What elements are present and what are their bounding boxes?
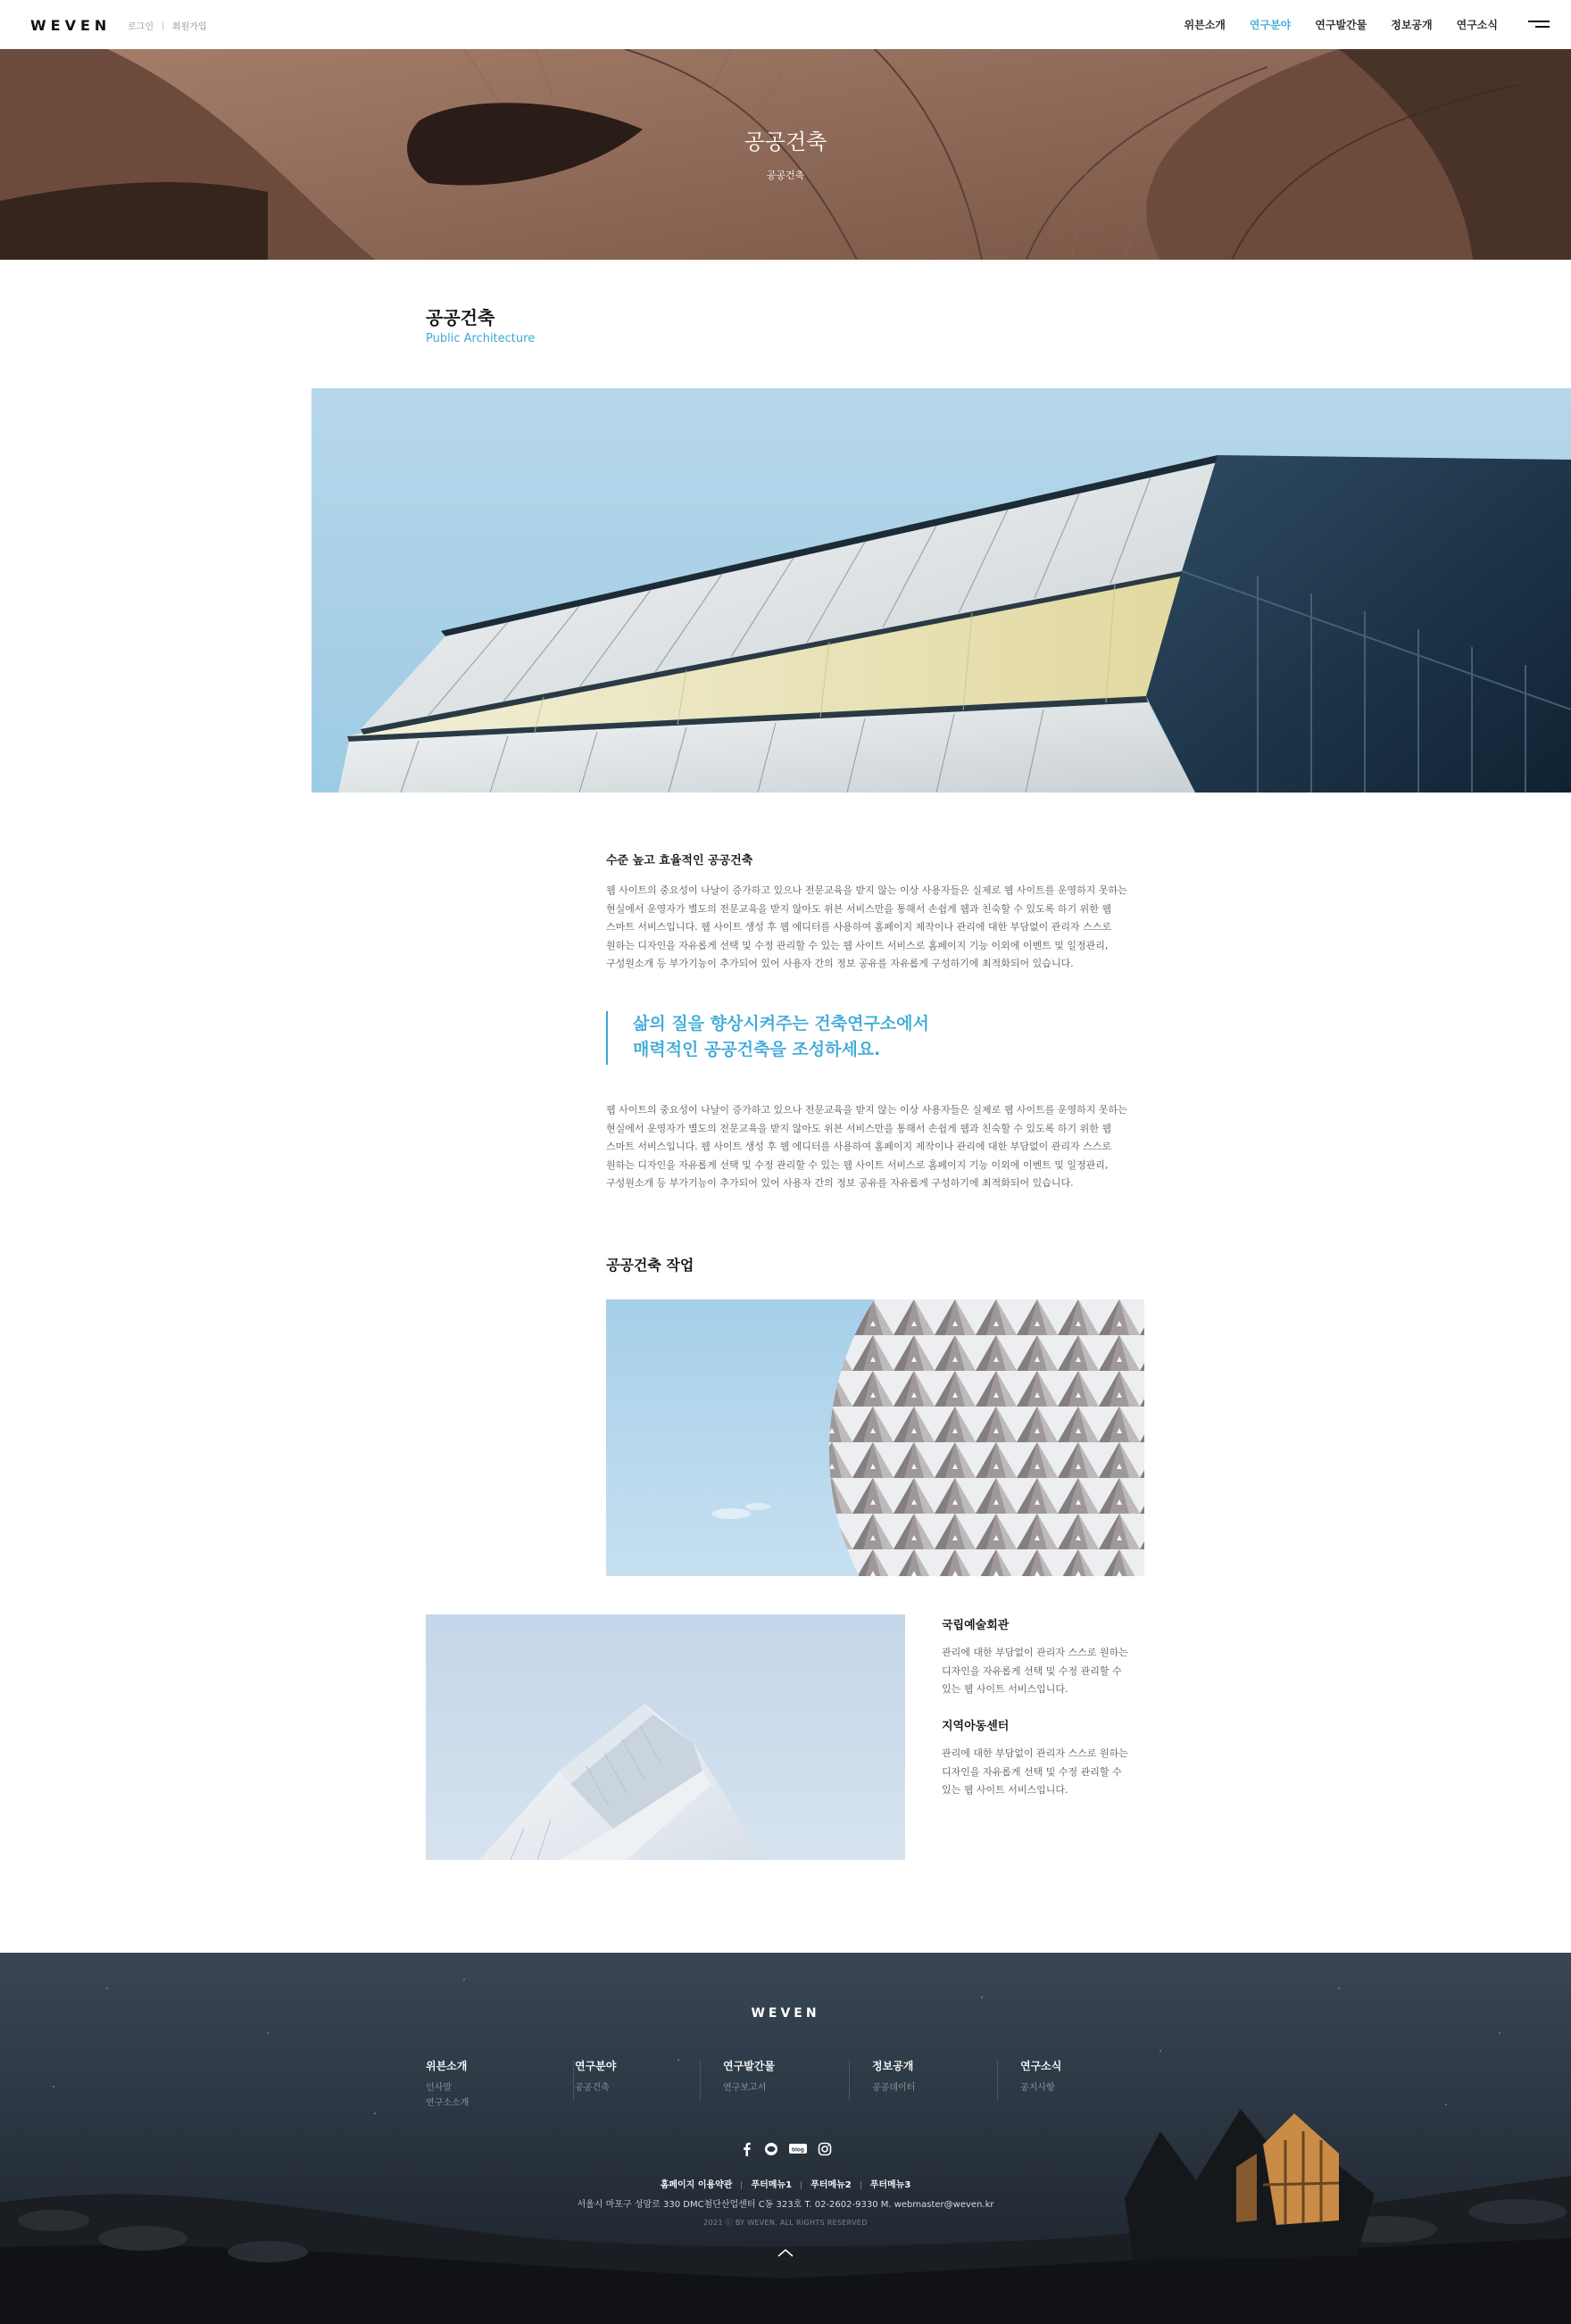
footer-menu-link[interactable]: 푸터메뉴1	[751, 2180, 793, 2190]
footer-logo[interactable]: WEVEN	[751, 2006, 820, 2021]
hero-banner	[0, 49, 1571, 260]
login-link[interactable]: 로그인	[128, 22, 154, 32]
main-nav	[1184, 17, 1498, 32]
paragraph-line: 스마트 서비스입니다. 웹 사이트 생성 후 웹 에디터를 사용하여 홈페이지 제작이나 관리에 대한 부담없이 관리자 스스로	[606, 1141, 1111, 1152]
footer-divider	[700, 2060, 701, 2101]
chevron-up-icon[interactable]	[777, 2247, 794, 2258]
instagram-icon[interactable]	[818, 2142, 832, 2156]
paragraph-line: 현실에서 운영자가 별도의 전문교육을 받지 않아도 위븐 서비스만을 통해서 손쉽게 웹과 친숙할 수 있도록 하기 위한 웹	[606, 1122, 1111, 1134]
util-divider	[162, 21, 163, 30]
desc-line: 관리에 대한 부담없이 관리자 스스로 원하는	[942, 1747, 1128, 1759]
blog-icon[interactable]	[789, 2142, 807, 2156]
quote-line: 삶의 질을 향상시켜주는 건축연구소에서	[633, 1014, 929, 1033]
footer-divider	[849, 2060, 850, 2101]
paragraph-line: 구성원소개 등 부가기능이 추가되어 있어 사용자 간의 정보 공유를 자유롭게 구성하기에 최적화되어 있습니다.	[606, 1177, 1074, 1189]
desc-line: 있는 웹 사이트 서비스입니다.	[942, 1784, 1068, 1796]
nav-item-research[interactable]: 연구분야	[1249, 19, 1292, 31]
footer-address: 서울시 마포구 성암로 330 DMC첨단산업센터 C동 323호 T. 02-2602-9330 M. webmaster@weven.kr	[577, 2200, 994, 2210]
page-title: 공공건축	[426, 307, 495, 328]
project-title: 지역아동센터	[942, 1720, 1010, 1733]
footer-link[interactable]: 공공건축	[575, 2083, 610, 2093]
footer-col-publications	[723, 2058, 775, 2104]
paragraph-line: 웹 사이트의 중요성이 나날이 증가하고 있으나 전문교육을 받지 않는 이상 사용자들은 실제로 웹 사이트를 운영하지 못하는	[606, 884, 1127, 896]
footer-menu-link[interactable]: 푸터메뉴2	[810, 2180, 852, 2190]
kakaotalk-icon[interactable]	[764, 2142, 778, 2156]
footer-col-about	[426, 2058, 470, 2108]
paragraph-line: 원하는 디자인을 자유롭게 선택 및 수정 관리할 수 있는 웹 사이트 서비스로 홈페이지 기능 이외에 이벤트 및 일정관리,	[606, 1158, 1109, 1171]
nav-item-disclosure[interactable]: 정보공개	[1391, 19, 1433, 31]
nav-item-publications[interactable]: 연구발간물	[1315, 19, 1367, 31]
paragraph-line: 웹 사이트의 중요성이 나날이 증가하고 있으나 전문교육을 받지 않는 이상 사용자들은 실제로 웹 사이트를 운영하지 못하는	[606, 1104, 1127, 1116]
sns-links	[741, 2142, 832, 2156]
link-divider	[860, 2181, 861, 2189]
link-divider	[741, 2181, 742, 2189]
desc-line: 관리에 대한 부담없이 관리자 스스로 원하는	[942, 1647, 1128, 1658]
site-header	[0, 0, 1571, 49]
util-links	[128, 19, 207, 32]
terms-link[interactable]: 홈페이지 이용약관	[660, 2180, 733, 2190]
work-section-title: 공공건축 작업	[606, 1257, 694, 1274]
footer-divider	[997, 2060, 998, 2101]
paragraph-line: 원하는 디자인을 자유롭게 선택 및 수정 관리할 수 있는 웹 사이트 서비스로 홈페이지 기능 이외에 이벤트 및 일정관리,	[606, 939, 1109, 951]
quote-line: 매력적인 공공건축을 조성하세요.	[633, 1040, 881, 1059]
link-divider	[801, 2181, 802, 2189]
nav-item-news[interactable]: 연구소식	[1456, 19, 1498, 31]
footer-col-title[interactable]: 정보공개	[872, 2060, 914, 2072]
footer-col-disclosure	[872, 2058, 915, 2104]
project-description	[942, 1644, 1147, 1699]
footer-col-title[interactable]: 연구분야	[575, 2060, 617, 2072]
paragraph-line: 스마트 서비스입니다. 웹 사이트 생성 후 웹 에디터를 사용하여 홈페이지 제작이나 관리에 대한 부담없이 관리자 스스로	[606, 921, 1111, 933]
desc-line: 디자인을 자유롭게 선택 및 수정 관리할 수	[942, 1765, 1122, 1778]
footer-col-news	[1020, 2058, 1061, 2104]
footer-col-research	[575, 2058, 616, 2104]
footer-link[interactable]: 인사말	[426, 2083, 452, 2093]
main-architecture-image	[312, 388, 1571, 793]
desc-line: 있는 웹 사이트 서비스입니다.	[942, 1683, 1068, 1695]
footer-menu-link[interactable]: 푸터메뉴3	[869, 2180, 911, 2190]
project-title: 국립예술회관	[942, 1619, 1010, 1632]
project-description	[942, 1745, 1147, 1800]
footer-link[interactable]: 공공데이터	[872, 2083, 916, 2093]
nav-item-about[interactable]: 위븐소개	[1184, 19, 1226, 31]
footer-col-title[interactable]: 연구소식	[1020, 2060, 1062, 2072]
footer-link[interactable]: 연구보고서	[723, 2083, 767, 2093]
footer-col-title[interactable]: 연구발간물	[723, 2060, 775, 2072]
footer-col-title[interactable]: 위븐소개	[426, 2060, 468, 2072]
white-building-image	[426, 1614, 905, 1860]
desc-line: 디자인을 자유롭게 선택 및 수정 관리할 수	[942, 1664, 1122, 1677]
hamburger-menu-icon[interactable]	[1528, 19, 1550, 29]
highlight-quote	[606, 1011, 1052, 1065]
footer-divider	[573, 2060, 574, 2101]
footer-link[interactable]: 연구소소개	[426, 2098, 470, 2108]
content-paragraph-1	[606, 882, 1142, 974]
facebook-icon[interactable]	[741, 2142, 753, 2156]
footer-copyright: 2021 ⓒ BY WEVEN. ALL RIGHTS RESERVED	[703, 2219, 868, 2227]
content-heading: 수준 높고 효율적인 공공건축	[606, 854, 753, 867]
sphere-building-image	[606, 1299, 1144, 1576]
blog-icon-label: blog	[792, 2146, 804, 2154]
site-footer	[0, 1953, 1571, 2324]
paragraph-line: 구성원소개 등 부가기능이 추가되어 있어 사용자 간의 정보 공유를 자유롭게 구성하기에 최적화되어 있습니다.	[606, 958, 1074, 969]
signup-link[interactable]: 회원가입	[171, 22, 207, 32]
paragraph-line: 현실에서 운영자가 별도의 전문교육을 받지 않아도 위븐 서비스만을 통해서 손쉽게 웹과 친숙할 수 있도록 하기 위한 웹	[606, 902, 1111, 915]
project-item	[942, 1716, 1147, 1800]
content-paragraph-2	[606, 1101, 1142, 1193]
project-item	[942, 1615, 1147, 1699]
page-subtitle: Public Architecture	[426, 332, 536, 345]
hero-title: 공공건축	[744, 129, 827, 154]
site-logo[interactable]: WEVEN	[30, 17, 112, 34]
footer-link[interactable]: 공지사항	[1020, 2083, 1055, 2093]
footer-policy-links	[0, 2177, 1571, 2190]
breadcrumb: 공공건축	[766, 170, 805, 181]
